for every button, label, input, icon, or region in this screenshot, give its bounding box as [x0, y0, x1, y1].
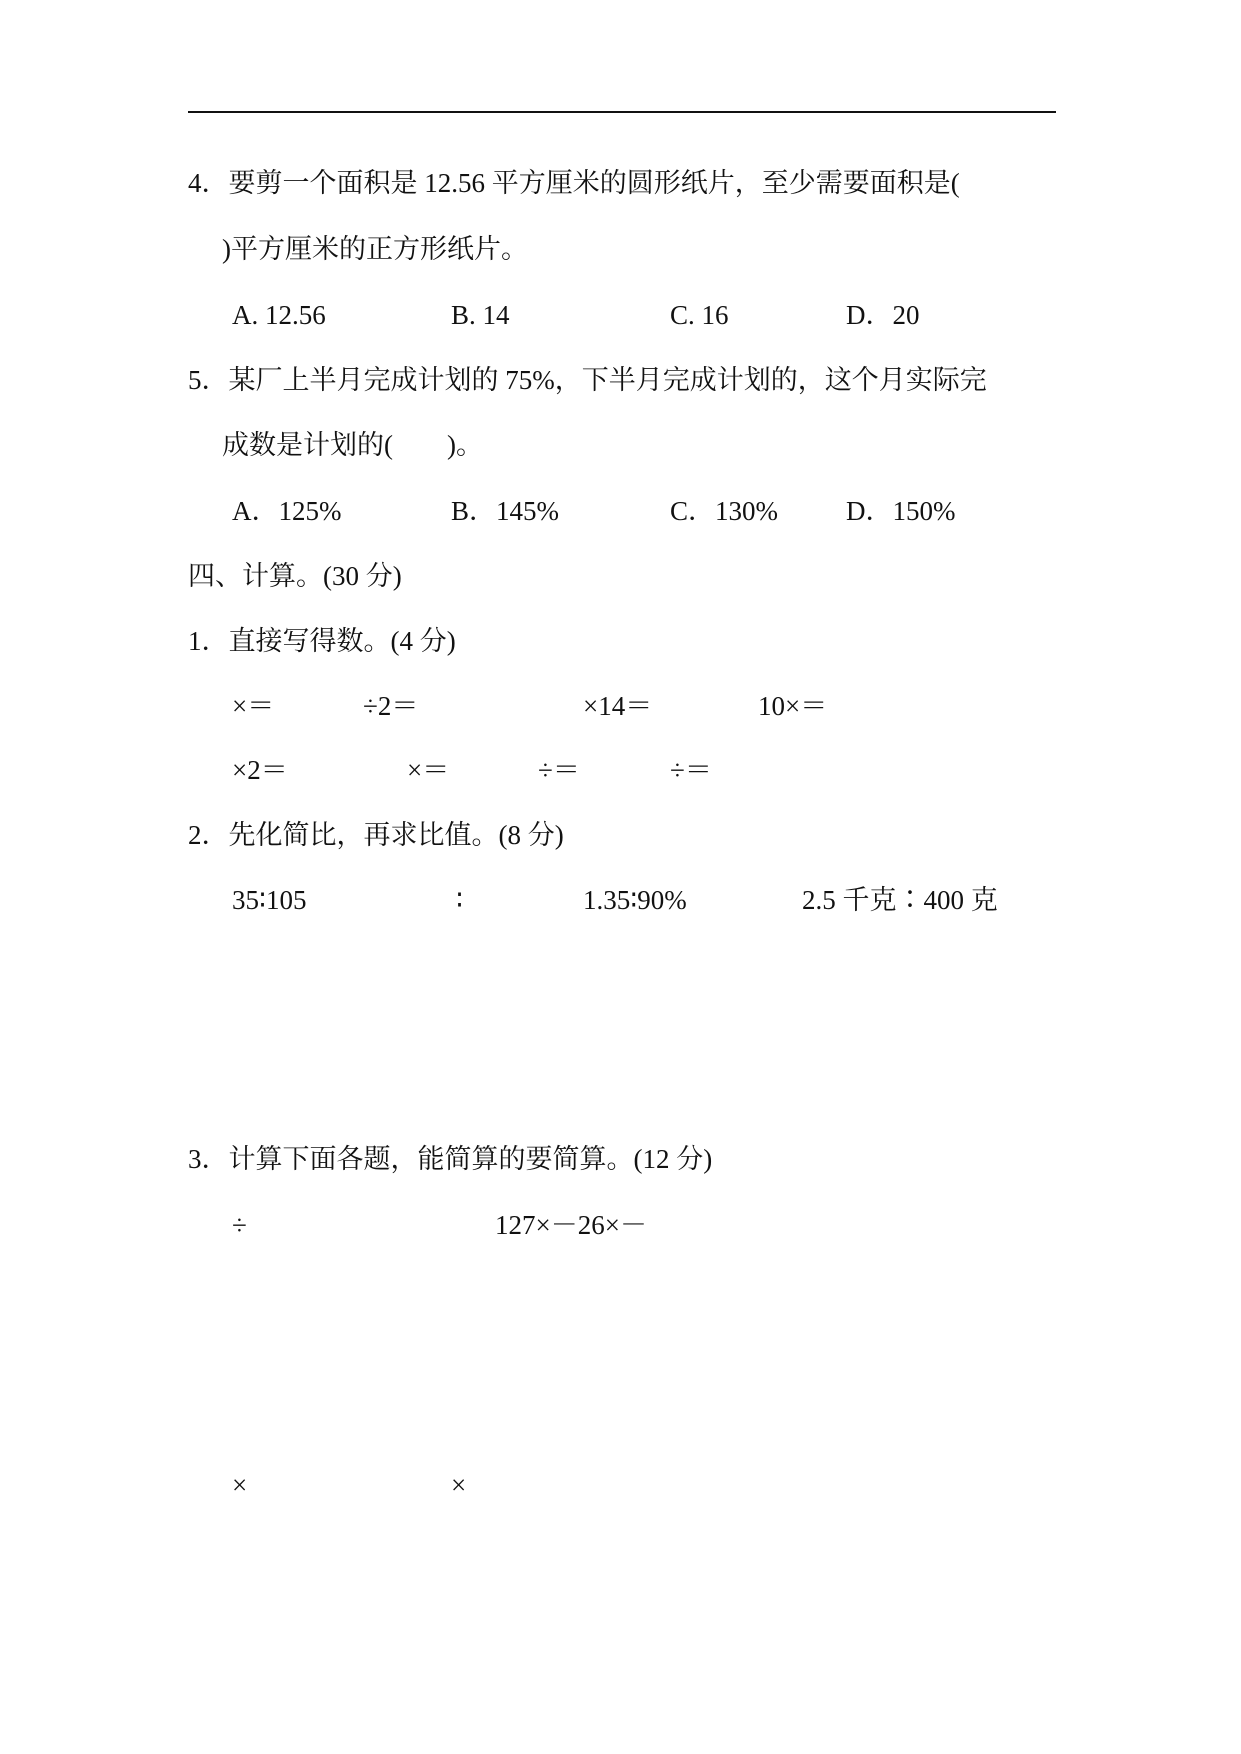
q5-option-a: A．125% — [232, 496, 342, 526]
p3-expr-3: × — [232, 1470, 248, 1500]
p1-expr-3: ×14＝ — [583, 691, 653, 721]
q4-option-a: A. 12.56 — [232, 300, 326, 330]
p2-ratio-4: 2.5 千克∶400 克 — [802, 885, 998, 915]
p1-expr-8: ÷＝ — [670, 755, 712, 785]
q5-line1: 5．某厂上半月完成计划的 75%，下半月完成计划的，这个月实际完 — [188, 365, 987, 395]
q5-option-b: B．145% — [451, 496, 559, 526]
p1-expr-1: ×＝ — [232, 691, 275, 721]
p1-expr-4: 10×＝ — [758, 691, 828, 721]
p2-ratio-3: 1.35∶90% — [583, 885, 687, 915]
p3-expr-4: × — [451, 1470, 467, 1500]
p1-expr-2: ÷2＝ — [363, 691, 419, 721]
q5-line2: 成数是计划的( )。 — [222, 430, 483, 460]
q4-option-c: C. 16 — [670, 300, 729, 330]
q5-option-d: D．150% — [846, 496, 956, 526]
p3-expr-1: ÷ — [232, 1210, 247, 1240]
p1-expr-6: ×＝ — [407, 755, 450, 785]
p1-expr-7: ÷＝ — [538, 755, 580, 785]
part-3-title: 3．计算下面各题，能简算的要简算。(12 分) — [188, 1144, 713, 1174]
part-1-title: 1．直接写得数。(4 分) — [188, 626, 456, 656]
q4-line1: 4．要剪一个面积是 12.56 平方厘米的圆形纸片，至少需要面积是( — [188, 168, 960, 198]
p2-ratio-2: ∶ — [456, 885, 464, 915]
q4-option-d: D．20 — [846, 300, 920, 330]
part-2-title: 2．先化简比，再求比值。(8 分) — [188, 820, 564, 850]
header-rule — [188, 111, 1056, 113]
p3-expr-2: 127×－26×－ — [495, 1210, 647, 1240]
p1-expr-5: ×2＝ — [232, 755, 288, 785]
section-4-title: 四、计算。(30 分) — [188, 561, 402, 591]
q5-option-c: C．130% — [670, 496, 778, 526]
q4-line2: )平方厘米的正方形纸片。 — [222, 234, 528, 264]
q4-option-b: B. 14 — [451, 300, 510, 330]
p2-ratio-1: 35∶105 — [232, 885, 307, 915]
